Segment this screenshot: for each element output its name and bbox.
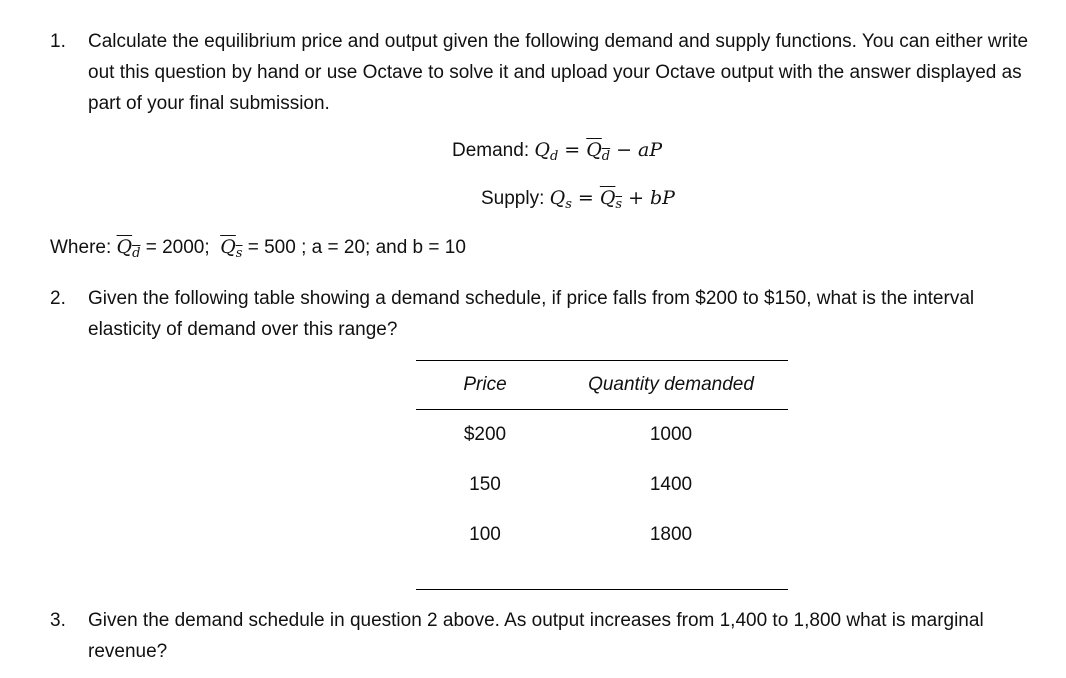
demand-schedule-table: [416, 360, 788, 590]
price-cell: 150: [469, 474, 501, 495]
quantity-header: Quantity demanded: [554, 361, 788, 410]
supply-formula: $Q_s = Q_s$ + bP: [549, 187, 675, 212]
quantity-cell: 1000: [649, 424, 693, 445]
price-cell: $200: [463, 424, 507, 445]
table-row: [416, 410, 788, 461]
qd-bar-value: = 2000;: [145, 237, 210, 258]
quantity-cell: 1800: [554, 510, 788, 590]
question-1-number: 1.: [50, 31, 66, 52]
demand-equation: [452, 139, 662, 164]
price-cell: 100: [416, 510, 554, 590]
qs-bar-value: = 500 ;: [247, 237, 307, 258]
where-label: Where:: [50, 237, 112, 258]
table-row: [416, 460, 788, 510]
question-1-text: Calculate the equilibrium price and output given the following demand and supply functions. You can either write out this question by hand or use Octave to solve it and upload your Octave output with the answer displayed as part of your final submission.: [88, 31, 1029, 114]
question-2-text: Given the following table showing a demand schedule, if price falls from $200 to $150, what is the interval elasticity of demand over this range?: [88, 288, 975, 340]
where-line: [50, 236, 466, 261]
qs-bar-symbol: $Q_s$: [220, 236, 243, 261]
demand-label: Demand:: [452, 140, 530, 161]
price-header: Price: [416, 361, 554, 410]
supply-equation: [481, 187, 675, 212]
supply-label: Supply:: [481, 188, 545, 209]
table-header-row: [416, 361, 788, 410]
qd-bar-symbol: $Q_d$: [116, 236, 141, 261]
a-value: a = 20;: [311, 237, 371, 258]
b-value: and b = 10: [375, 237, 466, 258]
question-3-text: Given the demand schedule in question 2 above. As output increases from 1,400 to 1,800 what is marginal revenue?: [88, 610, 984, 662]
table-row: [416, 510, 788, 590]
question-2-number: 2.: [50, 288, 66, 309]
quantity-cell: 1400: [649, 474, 693, 495]
question-3-number: 3.: [50, 610, 66, 631]
demand-formula: $Q_d = Q_d$ − aP: [534, 139, 663, 164]
